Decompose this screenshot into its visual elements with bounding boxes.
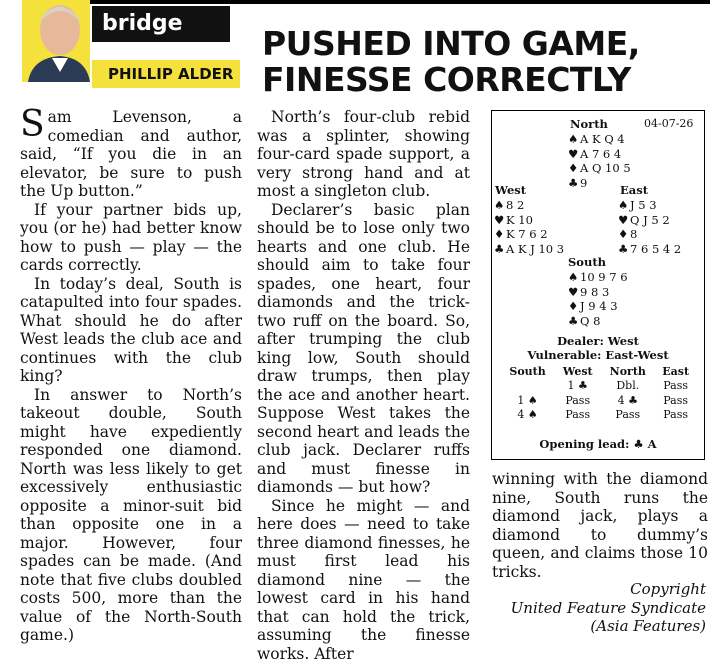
auction-bid: 1 ♠ <box>500 393 555 408</box>
north-hearts: A 7 6 4 <box>580 147 621 161</box>
north-hand <box>568 132 631 190</box>
club-icon: ♣ <box>494 242 506 257</box>
bridge-deal-diagram <box>491 110 705 460</box>
article-paragraph: In answer to North’s takeout double, South might have expediently responded one diamond. North was less likely to get excessively enthusiastic opposite a minor-suit bid than opposite one in a major. However, four spades can be made. (And note that five clubs doubled costs 500, more than the value of the North-South game.) <box>20 386 242 645</box>
article-paragraph: In today’s deal, South is catapulted into four spades. What should he do after West leads the club ace and continues with the club king? <box>20 275 242 386</box>
article-paragraph: Since he might — and here does — need to take three diamond finesses, he must first lead his diamond nine — the lowest card in his hand that can hold the trick, assuming the finesse works. After <box>257 497 470 663</box>
article-paragraph: Declarer’s basic plan should be to lose only two hearts and one club. He should aim to take four spades, one heart, four diamonds and the trick-two ruff on the board. So, after trumping the club king low, South should draw trumps, then play the ace and another heart. Suppose West takes the second heart and leads the club jack. Declarer ruffs and must finesse in diamonds — but how? <box>257 201 470 497</box>
spade-icon: ♠ <box>568 132 580 147</box>
deal-date: 04-07-26 <box>644 117 693 130</box>
article-paragraph <box>20 108 242 201</box>
south-clubs: Q 8 <box>580 314 600 328</box>
auction-header: North <box>600 364 655 379</box>
diamond-icon: ♦ <box>568 299 580 314</box>
headline <box>262 26 702 98</box>
author-photo <box>22 0 90 82</box>
auction-bid: 4 ♣ <box>600 393 655 408</box>
article-paragraph: winning with the diamond nine, South runs the diamond jack, plays a diamond to dummy’s queen, and claims those 10 tricks. <box>492 470 708 581</box>
north-clubs: 9 <box>580 176 587 190</box>
south-hand <box>568 270 628 328</box>
club-icon: ♣ <box>568 176 580 191</box>
auction-bid: Pass <box>555 408 600 423</box>
west-spades: 8 2 <box>506 198 524 212</box>
club-icon: ♣ <box>568 314 580 329</box>
article-paragraph: If your partner bids up, you (or he) had better know how to push — play — the cards correctly. <box>20 201 242 275</box>
south-hearts: 9 8 3 <box>580 285 609 299</box>
column-kicker: bridge <box>92 6 230 42</box>
heart-icon: ♥ <box>568 147 580 162</box>
auction-bid: Pass <box>655 393 696 408</box>
east-label: East <box>620 183 648 197</box>
auction-bid: Pass <box>655 408 696 423</box>
article-column-2 <box>257 108 470 663</box>
credit-line: (Asia Features) <box>480 617 706 636</box>
article-column-3 <box>492 470 708 581</box>
opening-lead: Opening lead: ♣ A <box>492 437 704 451</box>
auction-row <box>500 408 696 423</box>
auction-bid: 4 ♠ <box>500 408 555 423</box>
credit-line: United Feature Syndicate <box>480 599 706 618</box>
copyright-credit <box>480 580 706 636</box>
diamond-icon: ♦ <box>568 161 580 176</box>
west-hearts: K 10 <box>506 213 533 227</box>
auction-row <box>500 379 696 394</box>
spade-icon: ♠ <box>568 270 580 285</box>
article-paragraph: North’s four-club rebid was a splinter, showing four-card spade support, a very strong hand and at most a singleton club. <box>257 108 470 201</box>
east-hearts: Q J 5 2 <box>630 213 670 227</box>
east-spades: J 5 3 <box>630 198 657 212</box>
east-diamonds: 8 <box>630 227 637 241</box>
heart-icon: ♥ <box>494 213 506 228</box>
auction-header-row <box>500 364 696 379</box>
east-hand <box>618 198 681 256</box>
auction-bid: Pass <box>655 379 696 394</box>
heart-icon: ♥ <box>618 213 630 228</box>
headline-line-2: FINESSE CORRECTLY <box>262 62 702 98</box>
east-clubs: 7 6 5 4 2 <box>630 242 681 256</box>
auction-bid <box>500 379 555 394</box>
top-rule <box>90 0 710 4</box>
south-label: South <box>568 255 606 269</box>
diamond-icon: ♦ <box>494 227 506 242</box>
north-spades: A K Q 4 <box>580 132 625 146</box>
paragraph-text: am Levenson, a comedian and author, said, “If you die in an elevator, be sure to push the Up button.” <box>20 108 242 200</box>
south-spades: 10 9 7 6 <box>580 270 628 284</box>
auction-bid: Dbl. <box>600 379 655 394</box>
club-icon: ♣ <box>618 242 630 257</box>
diamond-icon: ♦ <box>618 227 630 242</box>
spade-icon: ♠ <box>494 198 506 213</box>
author-byline: PHILLIP ALDER <box>92 60 240 88</box>
west-label: West <box>495 183 526 197</box>
auction-table <box>500 364 696 422</box>
west-hand <box>494 198 564 256</box>
north-label: North <box>570 117 608 131</box>
vulnerability-info: Vulnerable: East-West <box>492 348 704 362</box>
auction-bid: Pass <box>555 393 600 408</box>
auction-bid: 1 ♣ <box>555 379 600 394</box>
west-clubs: A K J 10 3 <box>506 242 564 256</box>
south-diamonds: J 9 4 3 <box>580 299 618 313</box>
article-column-1 <box>20 108 242 645</box>
spade-icon: ♠ <box>618 198 630 213</box>
auction-bid: Pass <box>600 408 655 423</box>
credit-line: Copyright <box>480 580 706 599</box>
auction-header: West <box>555 364 600 379</box>
heart-icon: ♥ <box>568 285 580 300</box>
auction-header: South <box>500 364 555 379</box>
auction-header: East <box>655 364 696 379</box>
west-diamonds: K 7 6 2 <box>506 227 548 241</box>
drop-cap: S <box>20 110 45 140</box>
headline-line-1: PUSHED INTO GAME, <box>262 26 702 62</box>
auction-row <box>500 393 696 408</box>
dealer-info: Dealer: West <box>492 334 704 348</box>
north-diamonds: A Q 10 5 <box>580 161 631 175</box>
